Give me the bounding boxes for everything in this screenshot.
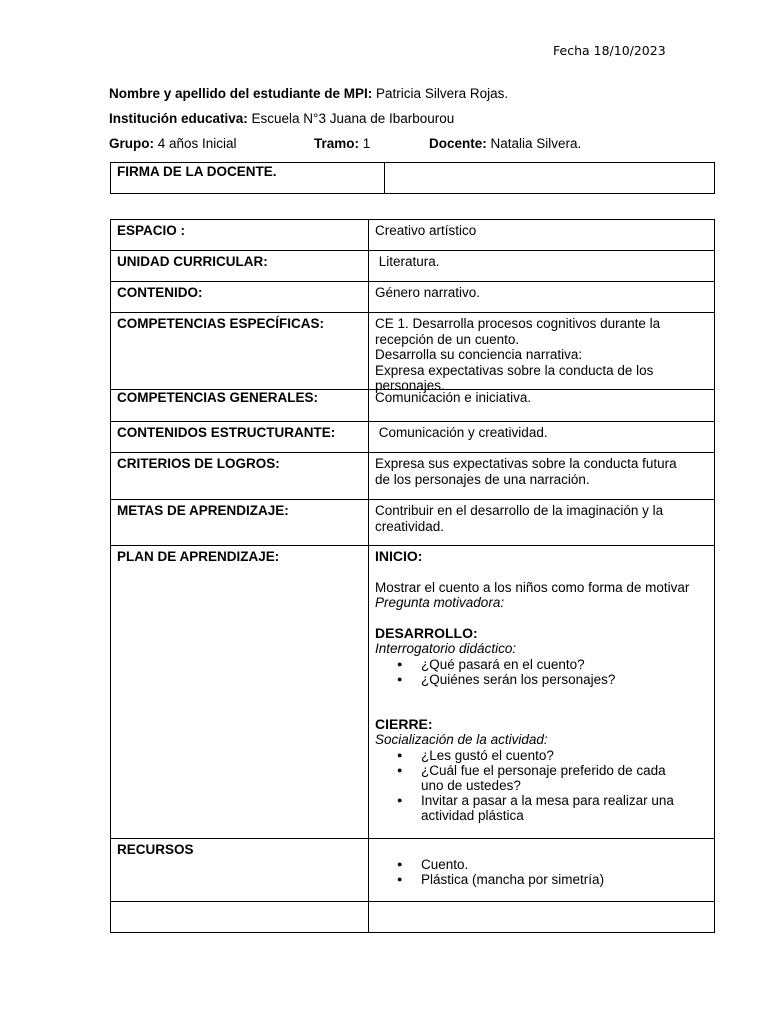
comp-esp-value (369, 313, 715, 393)
metas-line: Contribuir en el desarrollo de la imaginación y la (375, 503, 664, 518)
recursos-label: RECURSOS (111, 839, 369, 902)
teacher-label: Docente: (429, 136, 487, 151)
contenido-value: Género narrativo. (369, 282, 715, 313)
table-row (111, 220, 715, 251)
criterios-line: Expresa sus expectativas sobre la conducta futura (375, 456, 677, 471)
comp-esp-line: Desarrolla su conciencia narrativa: (375, 347, 583, 362)
desarrollo-list (375, 657, 708, 687)
table-row (111, 422, 715, 453)
table-row (111, 453, 715, 500)
institution-line (109, 111, 454, 126)
cierre-title: CIERRE: (375, 715, 433, 732)
list-item-continuation: uno de ustedes? (421, 777, 521, 793)
table-row (111, 839, 715, 902)
institution-label: Institución educativa: (109, 111, 248, 126)
comp-gen-value: Comunicación e iniciativa. (369, 390, 715, 422)
teacher-value: Natalia Silvera. (486, 136, 582, 151)
group-line (109, 136, 237, 151)
list-item: ● Cuento. (421, 857, 708, 872)
metas-label: METAS DE APRENDIZAJE: (111, 500, 369, 546)
empty-cell (369, 902, 715, 933)
list-item: ● ¿Cuál fue el personaje preferido de cada (421, 763, 708, 778)
metas-line: creatividad. (375, 518, 445, 534)
cont-est-value: Comunicación y creatividad. (369, 422, 715, 453)
espacio-label: ESPACIO : (111, 220, 369, 251)
criterios-value (369, 453, 715, 500)
desarrollo-title: DESARROLLO: (375, 624, 478, 641)
signature-table (110, 162, 715, 194)
unidad-label: UNIDAD CURRICULAR: (111, 251, 369, 282)
plan-value (369, 546, 715, 839)
list-item: ● ¿Les gustó el cuento? (421, 748, 708, 763)
student-name-value: Patricia Silvera Rojas. (372, 86, 509, 101)
table-row (111, 500, 715, 546)
comp-gen-label: COMPETENCIAS GENERALES: (111, 390, 369, 422)
inicio-text: Mostrar el cuento a los niños como forma de motivar (375, 579, 690, 595)
comp-esp-label: COMPETENCIAS ESPECÍFICAS: (111, 313, 369, 390)
metas-value (369, 500, 715, 546)
table-row (111, 251, 715, 282)
list-item: ● Invitar a pasar a la mesa para realizar una (421, 793, 708, 808)
table-row (111, 282, 715, 313)
cont-est-label: CONTENIDOS ESTRUCTURANTE: (111, 422, 369, 453)
inicio-italic: Pregunta motivadora: (375, 595, 505, 610)
comp-esp-line: recepción de un cuento. (375, 331, 520, 347)
recursos-list (375, 857, 708, 887)
signature-label: FIRMA DE LA DOCENTE. (111, 163, 385, 194)
criterios-label: CRITERIOS DE LOGROS: (111, 453, 369, 500)
plan-label: PLAN DE APRENDIZAJE: (111, 546, 369, 839)
table-row (111, 546, 715, 839)
criterios-line: de los personajes de una narración. (375, 471, 590, 487)
teacher-line (429, 136, 581, 151)
contenido-label: CONTENIDO: (111, 282, 369, 313)
list-item-continuation: actividad plástica (421, 807, 524, 823)
tramo-value: 1 (359, 136, 371, 151)
group-label: Grupo: (109, 136, 154, 151)
comp-esp-line: CE 1. Desarrolla procesos cognitivos durante la (375, 316, 661, 331)
empty-cell (111, 902, 369, 933)
list-item: ● Plástica (mancha por simetría) (421, 872, 708, 887)
institution-value: Escuela N°3 Juana de Ibarbourou (247, 111, 455, 126)
list-item: ● ¿Qué pasará en el cuento? (421, 657, 708, 672)
espacio-value: Creativo artístico (369, 220, 715, 251)
desarrollo-italic: Interrogatorio didáctico: (375, 641, 517, 656)
inicio-title: INICIO: (375, 548, 423, 564)
student-name-line (109, 86, 508, 101)
table-row (111, 390, 715, 422)
comp-esp-line: Expresa expectativas sobre la conducta de los (375, 362, 654, 378)
student-name-label: Nombre y apellido del estudiante de MPI: (109, 86, 373, 101)
table-row (111, 902, 715, 933)
cierre-list (375, 748, 708, 823)
tramo-label: Tramo: (314, 136, 360, 151)
comp-esp-line: personajes. (375, 378, 445, 393)
unidad-value: Literatura. (369, 251, 715, 282)
recursos-value (369, 839, 715, 902)
list-item: ● ¿Quiénes serán los personajes? (421, 672, 708, 687)
tramo-line (314, 136, 370, 151)
date: Fecha 18/10/2023 (553, 43, 666, 58)
cierre-italic: Socialización de la actividad: (375, 732, 548, 747)
signature-field[interactable] (385, 163, 715, 194)
plan-table (110, 219, 715, 933)
table-row (111, 313, 715, 390)
group-value: 4 años Inicial (154, 136, 237, 151)
